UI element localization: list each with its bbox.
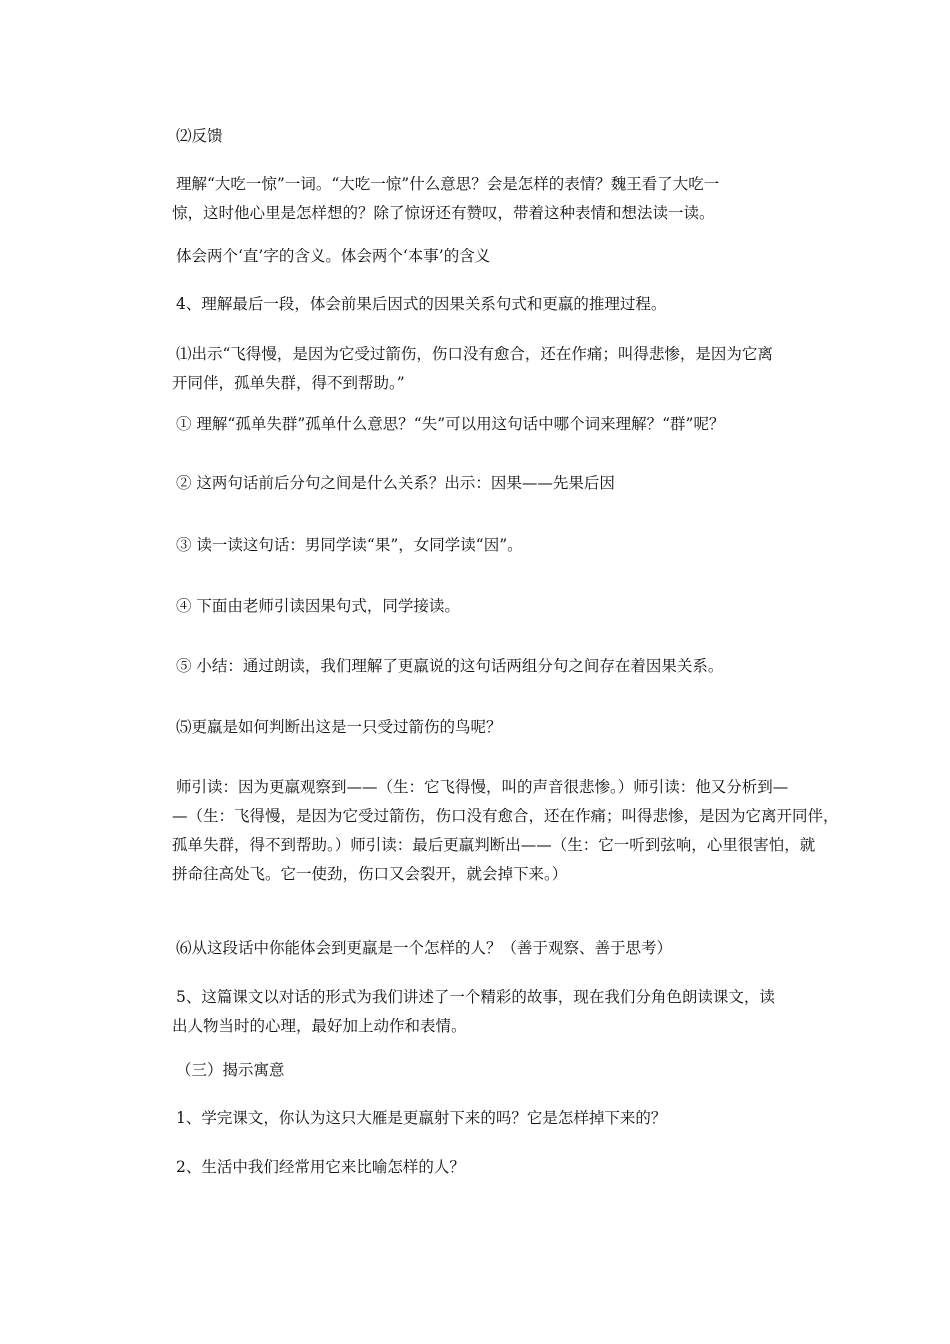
paragraph-question-5: ⑸更羸是如何判断出这是一只受过箭伤的鸟呢？ (176, 718, 502, 736)
list-item-4: ④ 下面由老师引读因果句式，同学接读。 (176, 597, 460, 615)
paragraph-item-1: 1、学完课文，你认为这只大雁是更羸射下来的吗？它是怎样掉下来的？ (176, 1109, 667, 1127)
list-item-3: ③ 读一读这句话：男同学读“果”，女同学读“因”。 (176, 536, 523, 554)
paragraph-show-sentence (172, 340, 816, 398)
list-item-5: ⑤ 小结：通过朗读，我们理解了更羸说的这句话两组分句之间存在着因果关系。 (176, 657, 724, 675)
list-item-1: ① 理解“孤单失群”孤单什么意思？“失”可以用这句话中哪个词来理解？“群”呢？ (176, 415, 725, 433)
section-heading-reveal: （三）揭示寓意 (176, 1061, 285, 1079)
paragraph-line: 理解“大吃一惊”一词。“大吃一惊”什么意思？会是怎样的表情？魏王看了大吃一 (176, 175, 720, 193)
paragraph-meaning: 体会两个‘直’字的含义。体会两个‘本事’的含义 (176, 247, 491, 265)
paragraph-line: ⑴出示“飞得慢，是因为它受过箭伤，伤口没有愈合，还在作痛；叫得悲惨，是因为它离 (176, 345, 773, 363)
paragraph-line: 师引读：因为更羸观察到——（生：它飞得慢，叫的声音很悲惨。）师引读：他又分析到— (176, 778, 789, 796)
paragraph-item-2: 2、生活中我们经常用它来比喻怎样的人？ (176, 1158, 465, 1176)
paragraph-line: 5、这篇课文以对话的形式为我们讲述了一个精彩的故事，现在我们分角色朗读课文，读 (176, 988, 775, 1006)
paragraph-step-5 (172, 983, 816, 1041)
paragraph-step-4: 4、理解最后一段，体会前果后因式的因果关系句式和更羸的推理过程。 (176, 295, 667, 313)
paragraph-line: 惊，这时他心里是怎样想的？除了惊讶还有赞叹，带着这种表情和想法读一读。 (172, 204, 715, 222)
section-heading-feedback: ⑵反馈 (176, 127, 223, 145)
paragraph-line: —（生：飞得慢，是因为它受过箭伤，伤口没有愈合，还在作痛；叫得悲惨，是因为它离开同伴， (172, 807, 839, 825)
paragraph-understand-word (172, 170, 816, 228)
paragraph-line: 拼命往高处飞。它一使劲，伤口又会裂开，就会掉下来。） (172, 865, 568, 883)
list-item-2: ② 这两句话前后分句之间是什么关系？出示：因果——先果后因 (176, 474, 615, 492)
paragraph-line: 孤单失群，得不到帮助。）师引读：最后更羸判断出——（生：它一听到弦响，心里很害怕，就 (172, 836, 816, 854)
paragraph-line: 开同伴，孤单失群，得不到帮助。” (172, 374, 405, 392)
paragraph-teacher-reading (172, 773, 839, 889)
paragraph-question-6: ⑹从这段话中你能体会到更羸是一个怎样的人？（善于观察、善于思考） (176, 939, 673, 957)
paragraph-line: 出人物当时的心理，最好加上动作和表情。 (172, 1017, 467, 1035)
